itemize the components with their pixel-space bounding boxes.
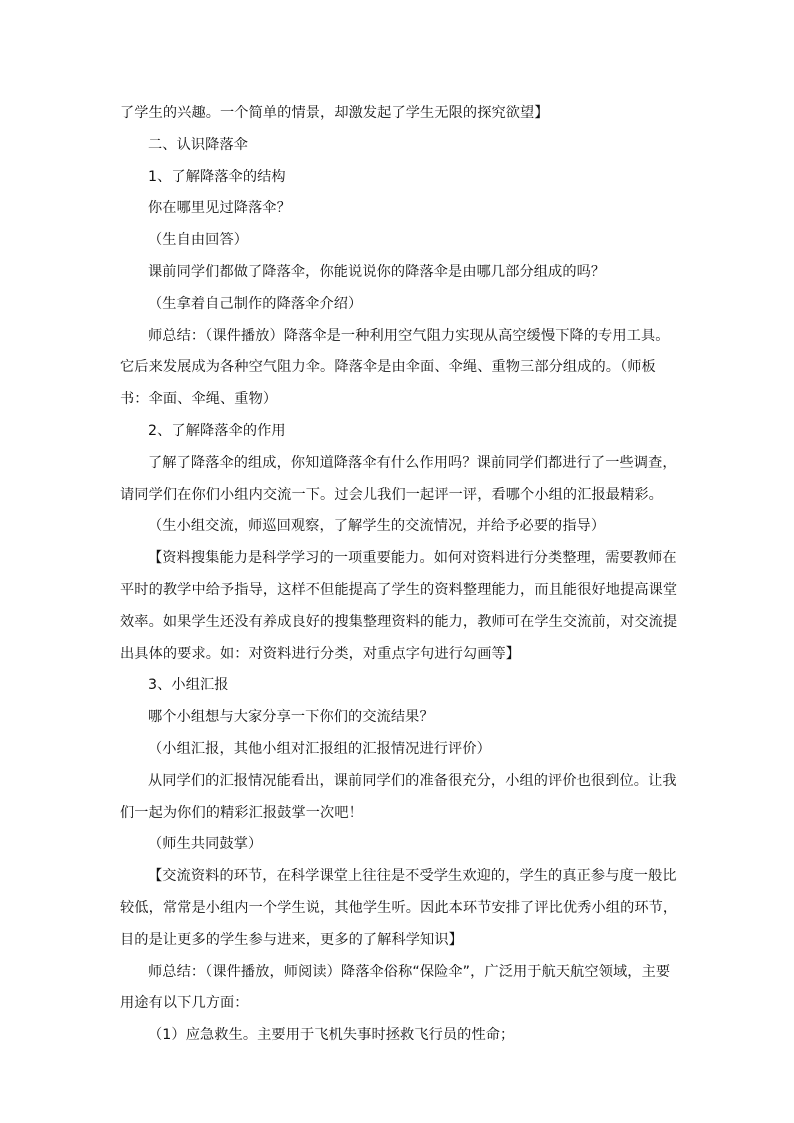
- paragraph-19: （1）应急救生。主要用于飞机失事时拯救飞行员的性命；: [148, 1027, 515, 1044]
- document-body: [120, 98, 680, 1052]
- paragraph-14: （小组汇报，其他小组对汇报组的汇报情况进行评价）: [148, 740, 491, 757]
- paragraph-10: （生小组交流，师巡回观察，了解学生的交流情况，并给予必要的指导）: [148, 518, 606, 535]
- paragraph-5: 课前同学们都做了降落伞，你能说说你的降落伞是由哪几部分组成的吗？: [148, 263, 606, 280]
- paragraph-4: （生自由回答）: [148, 232, 249, 249]
- subheading-function: 2、了解降落伞的作用: [148, 422, 286, 439]
- paragraph-16: （师生共同鼓掌）: [148, 836, 263, 853]
- paragraph-15: 从同学们的汇报情况能看出，课前同学们的准备很充分，小组的评价也很到位。让我们一起为你们的精彩汇报鼓掌一次吧！: [120, 772, 677, 821]
- paragraph-3: 你在哪里见过降落伞？: [148, 200, 291, 217]
- subheading-structure: 1、了解降落伞的结构: [148, 168, 286, 185]
- section-heading-know-parachute: 二、认识降落伞: [148, 136, 249, 153]
- paragraph-0: 了学生的兴趣。一个简单的情景，却激发起了学生无限的探究欲望】: [120, 105, 549, 121]
- paragraph-17: 【交流资料的环节，在科学课堂上往往是不受学生欢迎的，学生的真正参与度一般比较低，常常是小组内一个学生说，其他学生听。因此本环节安排了评比优秀小组的环节，目的是让更多的学生参与进来，更多的了解科学知识】: [120, 868, 678, 948]
- paragraph-11: 【资料搜集能力是科学学习的一项重要能力。如何对资料进行分类整理，需要教师在平时的教学中给予指导，这样不但能提高了学生的资料整理能力，而且能很好地提高课堂效率。如果学生还没有养成良好的搜集整理资料的能力，教师可在学生交流前，对交流提出具体的要求。如：对资料进行分类，对重点字句进行勾画等】: [120, 550, 678, 662]
- paragraph-9: 了解了降落伞的组成，你知道降落伞有什么作用吗？课前同学们都进行了一些调查，请同学们在你们小组内交流一下。过会儿我们一起评一评，看哪个小组的汇报最精彩。: [120, 454, 677, 503]
- paragraph-7: 师总结：（课件播放）降落伞是一种利用空气阻力实现从高空缓慢下降的专用工具。它后来发展成为各种空气阻力伞。降落伞是由伞面、伞绳、重物三部分组成的。（师板书：伞面、伞绳、重物）: [120, 327, 670, 408]
- paragraph-13: 哪个小组想与大家分享一下你们的交流结果？: [148, 709, 434, 726]
- paragraph-18: 师总结：（课件播放，师阅读）降落伞俗称“保险伞”，广泛用于航天航空领域，主要用途有以下几方面：: [120, 963, 671, 1012]
- subheading-group-report: 3、小组汇报: [148, 677, 229, 694]
- paragraph-6: （生拿着自己制作的降落伞介绍）: [148, 295, 363, 312]
